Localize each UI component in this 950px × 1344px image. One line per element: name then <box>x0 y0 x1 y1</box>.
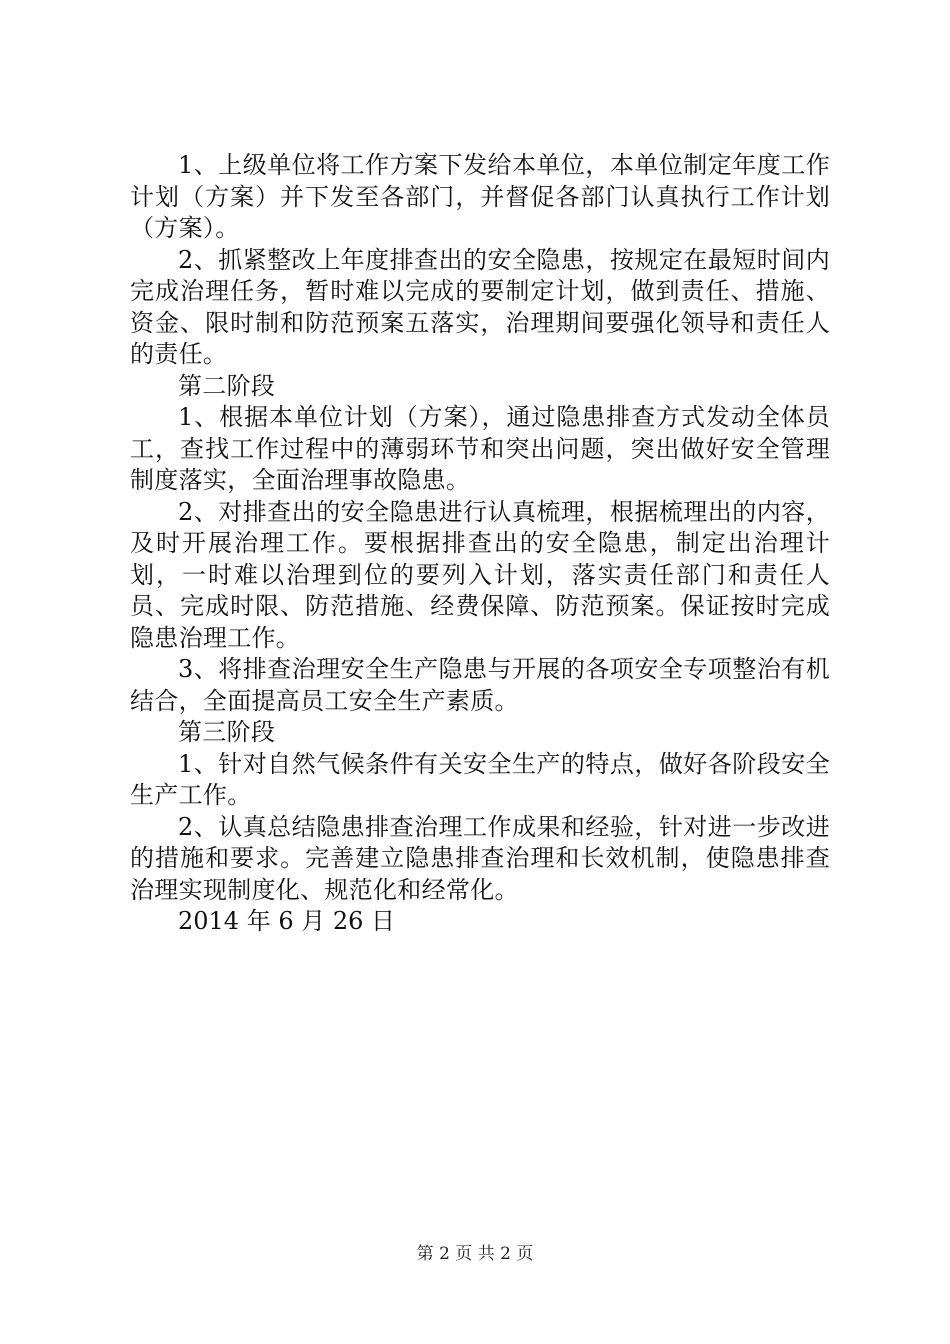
paragraph-stage3-item1: 1、针对自然气候条件有关安全生产的特点，做好各阶段安全生产工作。 <box>130 749 830 809</box>
paragraph-stage2-item1: 1、根据本单位计划（方案），通过隐患排查方式发动全体员工，查找工作过程中的薄弱环节和突出问题，突出做好安全管理制度落实，全面治理事故隐患。 <box>130 403 830 494</box>
document-body <box>130 150 830 938</box>
document-date: 2014 年 6 月 26 日 <box>178 907 396 935</box>
paragraph-stage3-item2: 2、认真总结隐患排查治理工作成果和经验，针对进一步改进的措施和要求。完善建立隐患排查治理和长效机制，使隐患排查治理实现制度化、规范化和经常化。 <box>130 812 830 904</box>
paragraph-stage2-item3: 3、将排查治理安全生产隐患与开展的各项安全专项整治有机结合，全面提高员工安全生产素质。 <box>130 655 830 715</box>
paragraph-stage1-item1: 1、上级单位将工作方案下发给本单位，本单位制定年度工作计划（方案）并下发至各部门，并督促各部门认真执行工作计划（方案）。 <box>130 151 830 242</box>
page-footer: 第 2 页 共 2 页 <box>416 1244 534 1264</box>
heading-stage3: 第三阶段 <box>178 718 276 746</box>
heading-stage2: 第二阶段 <box>178 371 276 400</box>
paragraph-stage1-item2: 2、抓紧整改上年度排查出的安全隐患，按规定在最短时间内完成治理任务，暂时难以完成的要制定计划，做到责任、措施、资金、限时制和防范预案五落实，治理期间要强化领导和责任人的责任。 <box>130 245 830 368</box>
paragraph-stage2-item2: 2、对排查出的安全隐患进行认真梳理，根据梳理出的内容，及时开展治理工作。要根据排查出的安全隐患，制定出治理计划，一时难以治理到位的要列入计划，落实责任部门和责任人员、完成时限、防范措施、经费保障、防范预案。保证按时完成隐患治理工作。 <box>130 497 830 652</box>
